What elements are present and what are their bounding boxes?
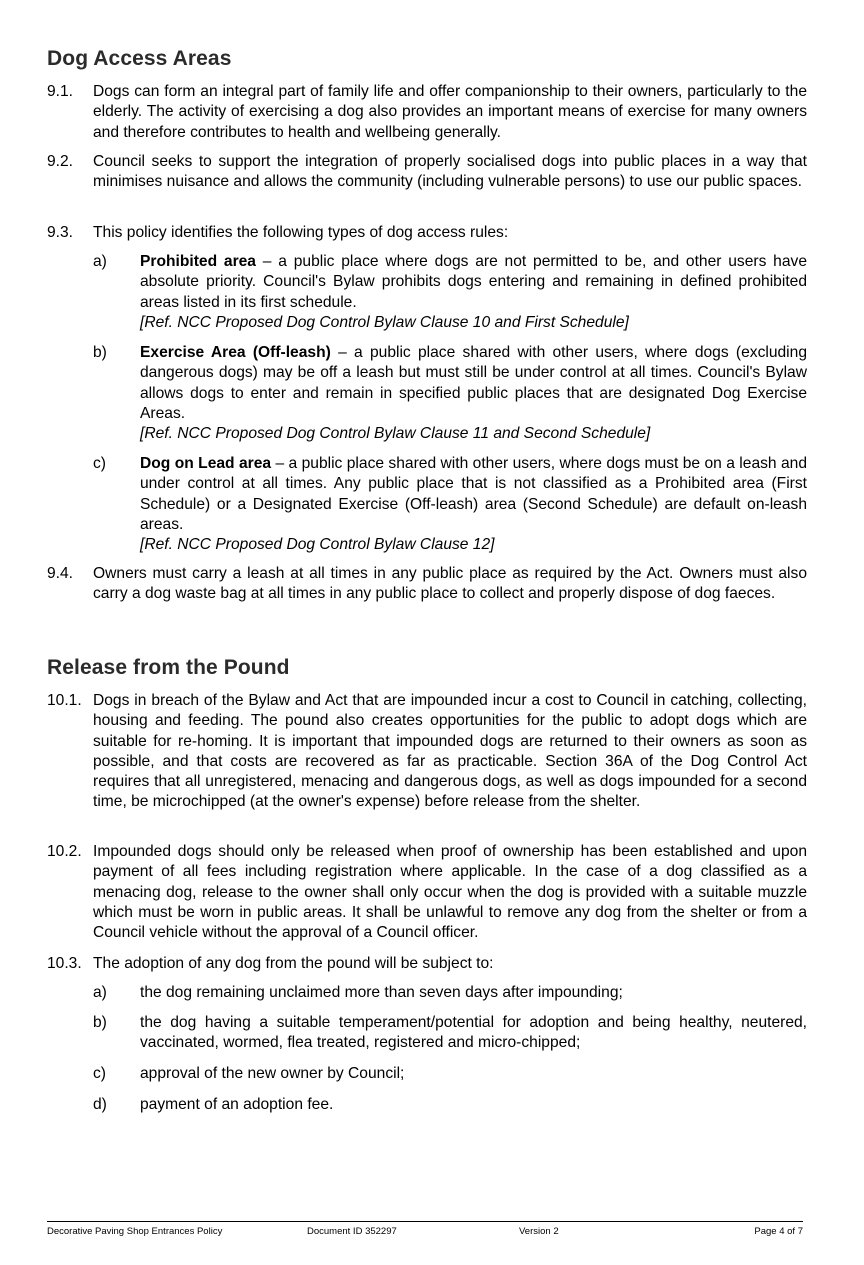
list-item-text bbox=[140, 454, 807, 555]
footer-document-title: Decorative Paving Shop Entrances Policy bbox=[47, 1226, 223, 1237]
paragraph-10-2 bbox=[47, 842, 807, 943]
section-heading-release-from-pound: Release from the Pound bbox=[47, 656, 290, 679]
term-description: – a public place shared with other users, where dogs (excluding dangerous dogs) may be off a leash but must still be under control at all times. Council's Bylaw allows dogs to enter and remain in specified public places that are designated Dog Exercise Areas. bbox=[140, 344, 807, 422]
paragraph-number: 9.4. bbox=[47, 565, 74, 582]
list-item-text bbox=[140, 252, 807, 333]
list-letter: d) bbox=[93, 1096, 107, 1113]
list-item-adoption-fee bbox=[93, 1095, 807, 1115]
list-letter: c) bbox=[93, 1065, 106, 1082]
reference-note: [Ref. NCC Proposed Dog Control Bylaw Clause 10 and First Schedule] bbox=[140, 313, 629, 331]
paragraph-10-3 bbox=[47, 954, 807, 974]
list-item-text: payment of an adoption fee. bbox=[140, 1096, 334, 1113]
paragraph-10-1 bbox=[47, 691, 807, 813]
paragraph-number: 9.1. bbox=[47, 83, 74, 100]
term-label: Dog on Lead area bbox=[140, 455, 272, 472]
paragraph-9-2 bbox=[47, 152, 807, 193]
list-item-text: approval of the new owner by Council; bbox=[140, 1065, 405, 1082]
paragraph-9-4 bbox=[47, 564, 807, 605]
list-item-dog-on-lead-area bbox=[93, 454, 807, 555]
list-item-text: the dog remaining unclaimed more than seven days after impounding; bbox=[140, 984, 623, 1001]
paragraph-text: Dogs can form an integral part of family life and offer companionship to their owners, particularly to the elderly. The activity of exercising a dog also provides an important means of exercise for many owners and therefore contributes to health and wellbeing generally. bbox=[93, 83, 807, 141]
list-item-approval bbox=[93, 1064, 807, 1084]
list-letter: a) bbox=[93, 984, 107, 1001]
paragraph-text: Dogs in breach of the Bylaw and Act that are impounded incur a cost to Council in catching, collecting, housing and feeding. The pound also creates opportunities for the public to adopt dogs which are suitable for re-homing. It is important that impounded dogs are returned to their owners as soon as possible, and that costs are recovered as far as practicable. Section 36A of the Dog Control Act requires that all unregistered, menacing and dangerous dogs, as well as dogs impounded for a second time, be microchipped (at the owner's expense) before release from the shelter. bbox=[93, 692, 807, 811]
paragraph-text: Impounded dogs should only be released when proof of ownership has been established and upon payment of all fees including registration where applicable. In the case of a dog classified as a menacing dog, release to the owner shall only occur when the dog is provided with a suitable muzzle which must be worn in public areas. It shall be unlawful to remove any dog from the shelter or from a Council vehicle without the approval of a Council officer. bbox=[93, 843, 807, 942]
term-description: – a public place shared with other users, where dogs must be on a leash and under control at all times. Any public place that is not classified as a Prohibited area (First Schedule) or a Designated Exercise (Off-leash) area (Second Schedule) are default on-leash areas. bbox=[140, 455, 808, 533]
list-item-temperament bbox=[93, 1013, 807, 1054]
list-item-unclaimed bbox=[93, 983, 807, 1003]
footer-version: Version 2 bbox=[519, 1226, 559, 1237]
term-label: Exercise Area (Off-leash) bbox=[140, 344, 331, 361]
paragraph-number: 9.2. bbox=[47, 153, 74, 170]
reference-note: [Ref. NCC Proposed Dog Control Bylaw Clause 12] bbox=[140, 536, 495, 554]
section-heading-dog-access: Dog Access Areas bbox=[47, 47, 232, 70]
list-letter: c) bbox=[93, 455, 106, 472]
list-letter: b) bbox=[93, 1014, 107, 1031]
list-item-text bbox=[140, 343, 807, 444]
paragraph-text: The adoption of any dog from the pound will be subject to: bbox=[93, 955, 494, 972]
paragraph-number: 10.3. bbox=[47, 955, 82, 972]
list-letter: a) bbox=[93, 253, 107, 270]
paragraph-number: 9.3. bbox=[47, 224, 74, 241]
term-description: – a public place where dogs are not permitted to be, and other users have absolute priority. Council's Bylaw prohibits dogs entering and remaining in defined prohibited areas listed in its first schedule. bbox=[140, 253, 807, 311]
paragraph-number: 10.2. bbox=[47, 843, 82, 860]
term-label: Prohibited area bbox=[140, 253, 256, 270]
footer-document-id: Document ID 352297 bbox=[307, 1226, 397, 1237]
paragraph-9-3 bbox=[47, 223, 807, 243]
list-item-prohibited-area bbox=[93, 252, 807, 333]
paragraph-number: 10.1. bbox=[47, 692, 82, 709]
list-letter: b) bbox=[93, 344, 107, 361]
list-item-exercise-area bbox=[93, 343, 807, 444]
footer-page-number: Page 4 of 7 bbox=[754, 1226, 803, 1237]
paragraph-text: This policy identifies the following types of dog access rules: bbox=[93, 224, 509, 241]
page-footer bbox=[47, 1221, 803, 1237]
reference-note: [Ref. NCC Proposed Dog Control Bylaw Clause 11 and Second Schedule] bbox=[140, 425, 651, 443]
list-item-text: the dog having a suitable temperament/potential for adoption and being healthy, neutered, vaccinated, wormed, flea treated, registered and micro-chipped; bbox=[140, 1014, 807, 1052]
paragraph-text: Council seeks to support the integration of properly socialised dogs into public places in a way that minimises nuisance and allows the community (including vulnerable persons) to use our public spaces. bbox=[93, 153, 807, 191]
paragraph-text: Owners must carry a leash at all times in any public place as required by the Act. Owners must also carry a dog waste bag at all times in any public place to collect and properly dispose of dog faeces. bbox=[93, 565, 807, 603]
paragraph-9-1 bbox=[47, 82, 807, 143]
